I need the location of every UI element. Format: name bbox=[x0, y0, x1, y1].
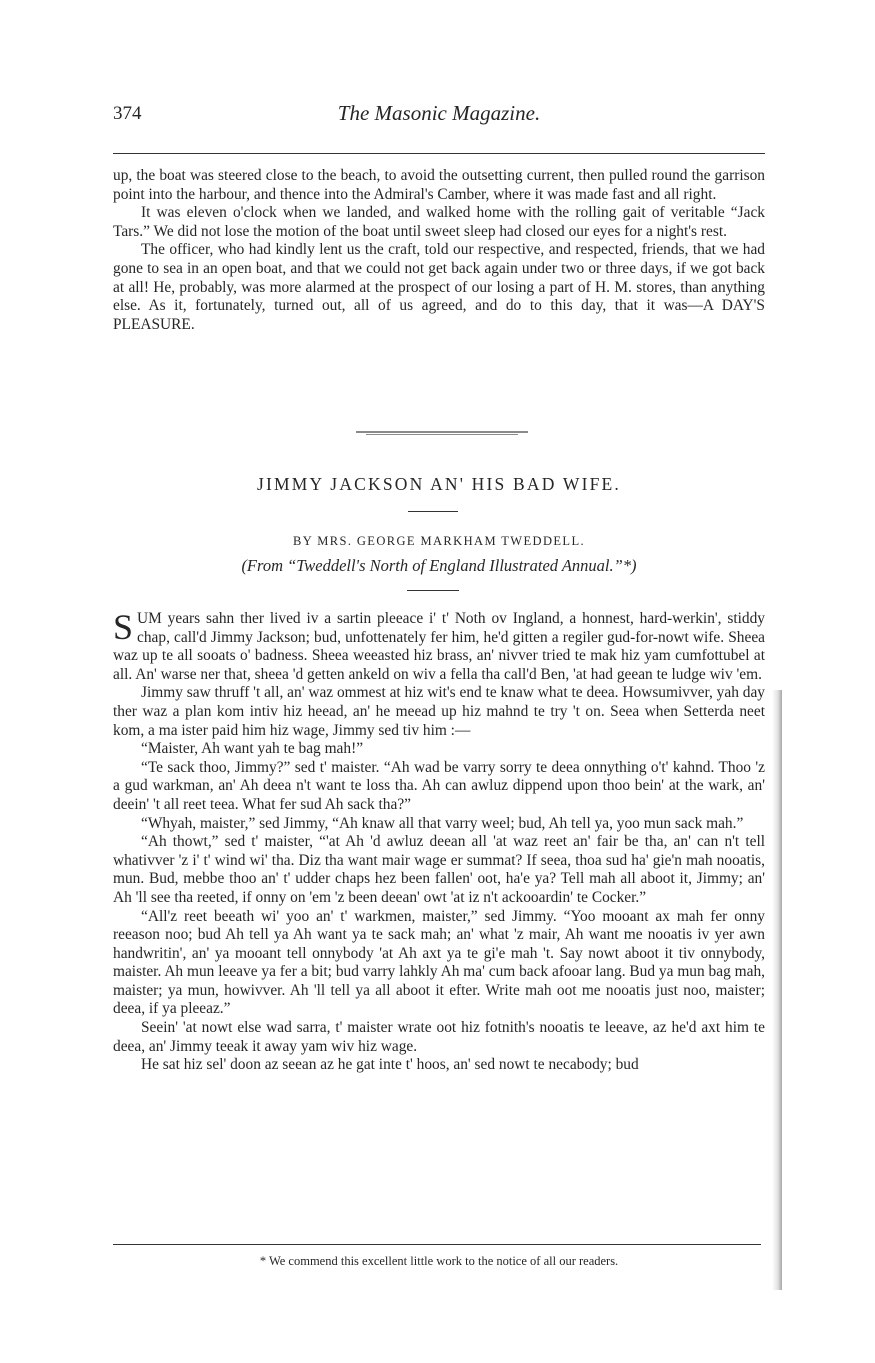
source-rule bbox=[407, 590, 459, 591]
paragraph: “Whyah, maister,” sed Jimmy, “Ah knaw all that varry weel; bud, Ah tell ya, yoo mun sack mah.” bbox=[141, 814, 744, 832]
paragraph: The officer, who had kindly lent us the craft, told our respective, and respected, friends, that we had gone to sea in an open boat, and that we could not get back again under two or three days, if we got back at all! He, probably, was more alarmed at the prospect of our losing a part of H. M. stores, than anything else. As it, fortunately, turned out, all of us agreed, and do to this day, that it was—A DAY'S PLEASURE. bbox=[113, 241, 765, 333]
header-rule bbox=[113, 153, 765, 154]
paragraph: Jimmy saw thruff 't all, an' waz ommest at hiz wit's end te knaw what te deea. Howsumivver, yah day ther waz a plan kom intiv hiz heead, an' he meead up hiz mahnd te try 't on. Seea when Setterda neet kom, a ma ister paid him hiz wage, Jimmy sed tiv him :— bbox=[113, 684, 765, 739]
paragraph: “Maister, Ah want yah te bag mah!” bbox=[141, 740, 364, 758]
footnote: * We commend this excellent little work to the notice of all our readers. bbox=[259, 1254, 619, 1268]
paragraph: It was eleven o'clock when we landed, and walked home with the rolling gait of veritable “Jack Tars.” We did not lose the motion of the boat until sweet sleep had closed our eyes for a night's rest. bbox=[113, 204, 765, 240]
paragraph: up, the boat was steered close to the beach, to avoid the outsetting current, then pulled round the garrison point into the harbour, and thence into the Admiral's Camber, where it was made fast and all right. bbox=[113, 167, 765, 203]
article-body bbox=[113, 607, 765, 1075]
section-divider-ornament bbox=[356, 430, 528, 436]
title-rule bbox=[408, 511, 458, 512]
paragraph: Seein' 'at nowt else wad sarra, t' maister wrate oot hiz fotnith's nooatis te leeave, az he'd axt him te deea, an' Jimmy teeak it away yam wiv hiz wage. bbox=[113, 1019, 765, 1055]
paragraph: “Ah thowt,” sed t' maister, “'at Ah 'd awluz deean all 'at waz reet an' fair be tha, an' can n't tell whativver 'z i' t' wind wi' tha. Diz tha want mair wage er summat? If seea, thoa sud ha' gie'n mah nooatis, mun. Bud, mebbe thoo an' t' udder chaps hez been fallen' oot, ha'e ya? Tell mah all aboot it, Jimmy; an' Ah 'll see tha reeted, if onny on 'em 'z been deean' owt 'at iz n't ackooardin' te Cocker.” bbox=[113, 833, 765, 906]
page-edge-shadow bbox=[772, 690, 782, 1290]
footnote-rule bbox=[113, 1244, 761, 1245]
first-paragraph bbox=[113, 607, 765, 684]
drop-cap: S bbox=[113, 607, 134, 647]
article-title: JIMMY JACKSON AN' HIS BAD WIFE. bbox=[256, 474, 622, 494]
paragraph: “All'z reet beeath wi' yoo an' t' warkmen, maister,” sed Jimmy. “Yoo mooant ax mah fer onny reeason noo; bud Ah tell ya Ah want ya te sack mah; an' what 'z mair, Ah want me nooatis iv yer awn handwritin', an' ya mooant tell onnybody 'at Ah axt ya te gi'e mah 't. Say nowt aboot it tiv onnybody, maister. Ah mun leeave ya fer a bit; bud varry lahkly Ah ma' cum back afooar lang. Bud ya mun bag mah, maister; ya mun, howivver. Ah 'll tell ya all aboot it efter. Write mah oot me nooatis just noo, maister; deea, if ya pleeaz.” bbox=[113, 907, 765, 1018]
page-number: 374 bbox=[113, 103, 142, 124]
paragraph: “Te sack thoo, Jimmy?” sed t' maister. “Ah wad be varry sorry te deea onnything o't' kahnd. Thoo 'z a gud warkman, an' Ah deea n't want te loss tha. Ah can awluz dippend upon thoo bein' at the wark, an' deein' 't all reet teea. What fer sud Ah sack tha?” bbox=[113, 758, 765, 813]
continued-story bbox=[113, 167, 765, 334]
article-byline: BY MRS. GEORGE MARKHAM TWEDDELL. bbox=[292, 534, 586, 548]
page-header bbox=[113, 103, 765, 133]
paragraph: He sat hiz sel' doon az seean az he gat inte t' hoos, an' sed nowt te necabody; bud bbox=[141, 1056, 639, 1074]
running-title: The Masonic Magazine. bbox=[337, 101, 541, 125]
article-source: (From “Tweddell's North of England Illustrated Annual.”*) bbox=[241, 556, 637, 575]
first-paragraph-text: UM years sahn ther lived iv a sartin pleeace i' t' Noth ov Ingland, a honnest, hard-werkin', stiddy chap, call'd Jimmy Jackson; bud, unfottenately fer him, he'd gitten a regiler gud-for-nowt wife. Sheea waz up te all sooats o' badness. Sheea weeasted hiz brass, an' nivver tried te mak hiz yam cumfottubel at all. An' warse ner that, sheea 'd getten ankeld on wiv a fella tha call'd Ben, 'at had geean te ludge wiv 'em. bbox=[113, 610, 765, 683]
